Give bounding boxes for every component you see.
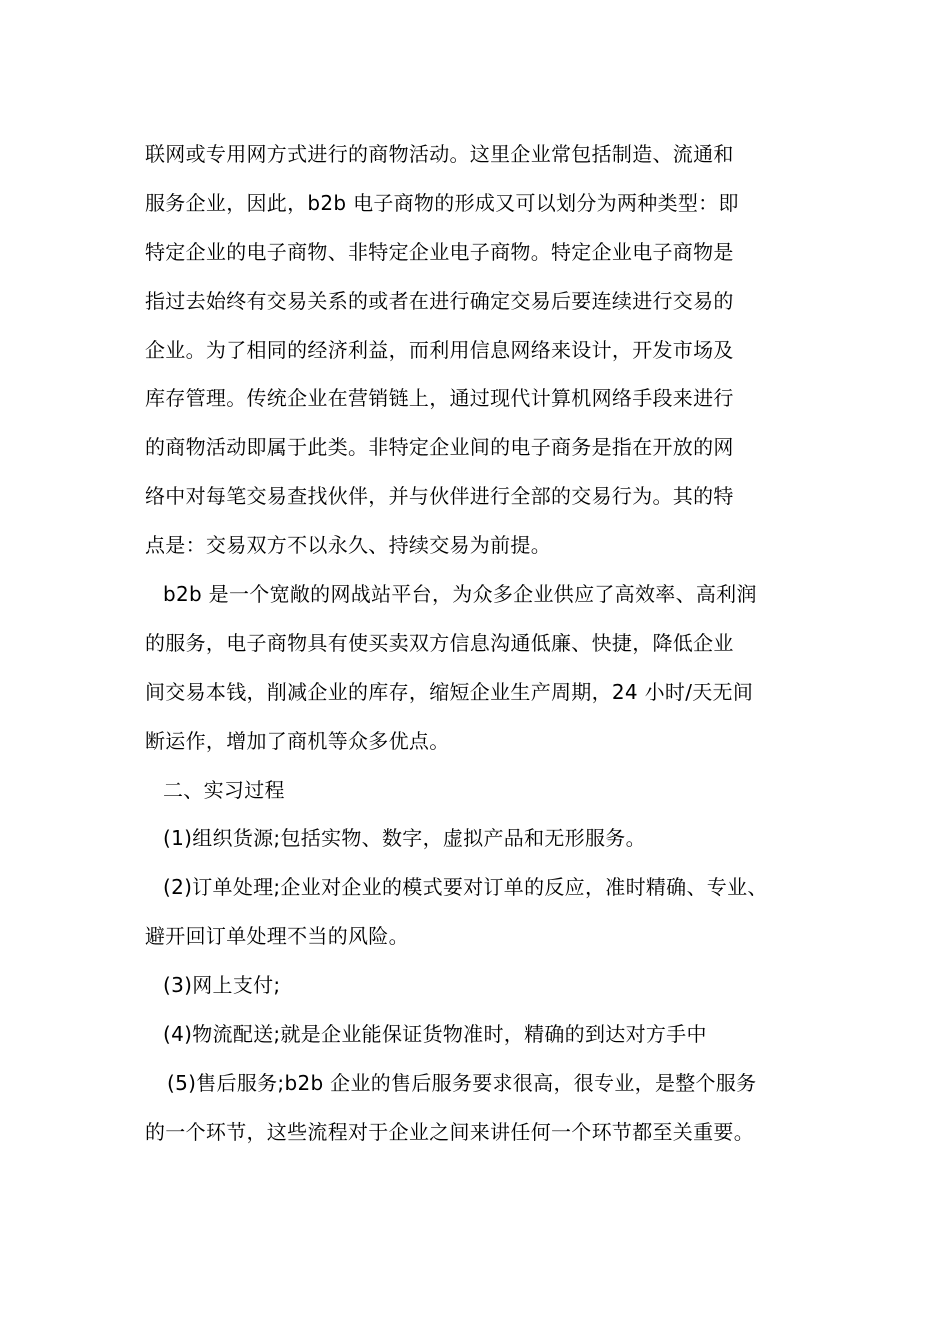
text-line: 避开回订单处理不当的风险。 xyxy=(145,924,409,949)
document-body xyxy=(145,130,825,1157)
text-line: 络中对每笔交易查找伙伴，并与伙伴进行全部的交易行为。其的特 xyxy=(145,484,734,509)
text-line: 企业。为了相同的经济利益，而利用信息网络来设计，开发市场及 xyxy=(145,337,734,362)
text-line: 联网或专用网方式进行的商物活动。这里企业常包括制造、流通和 xyxy=(145,142,734,166)
text-line: 断运作，增加了商机等众多优点。 xyxy=(145,728,450,753)
paragraph-start-line: b2b 是一个宽敞的网战站平台，为众多企业供应了高效率、高利润 xyxy=(163,582,757,607)
text-line: 服务企业，因此，b2b 电子商物的形成又可以划分为两种类型：即 xyxy=(145,190,739,215)
list-item: (4)物流配送;就是企业能保证货物准时，精确的到达对方手中 xyxy=(163,1022,707,1047)
text-line: 间交易本钱，削减企业的库存，缩短企业生产周期，24 小时/天无间 xyxy=(145,679,754,704)
list-item: (3)网上支付; xyxy=(163,973,281,998)
text-line: 的商物活动即属于此类。非特定企业间的电子商务是指在开放的网 xyxy=(145,435,734,460)
list-item: (2)订单处理;企业对企业的模式要对订单的反应，准时精确、专业、 xyxy=(163,875,768,900)
text-line: 指过去始终有交易关系的或者在进行确定交易后要连续进行交易的 xyxy=(145,288,734,313)
list-item: (1)组织货源;包括实物、数字，虚拟产品和无形服务。 xyxy=(163,826,646,851)
section-heading: 二、实习过程 xyxy=(163,777,285,802)
text-line: 库存管理。传统企业在营销链上，通过现代计算机网络手段来进行 xyxy=(145,386,734,411)
text-line: 的一个环节，这些流程对于企业之间来讲任何一个环节都至关重要。 xyxy=(145,1119,754,1144)
text-line: 的服务，电子商物具有使买卖双方信息沟通低廉、快捷，降低企业 xyxy=(145,630,734,655)
text-line: 特定企业的电子商物、非特定企业电子商物。特定企业电子商物是 xyxy=(145,239,734,264)
text-line: 点是：交易双方不以永久、持续交易为前提。 xyxy=(145,533,551,558)
list-item: (5)售后服务;b2b 企业的售后服务要求很高，很专业，是整个服务 xyxy=(167,1070,757,1095)
